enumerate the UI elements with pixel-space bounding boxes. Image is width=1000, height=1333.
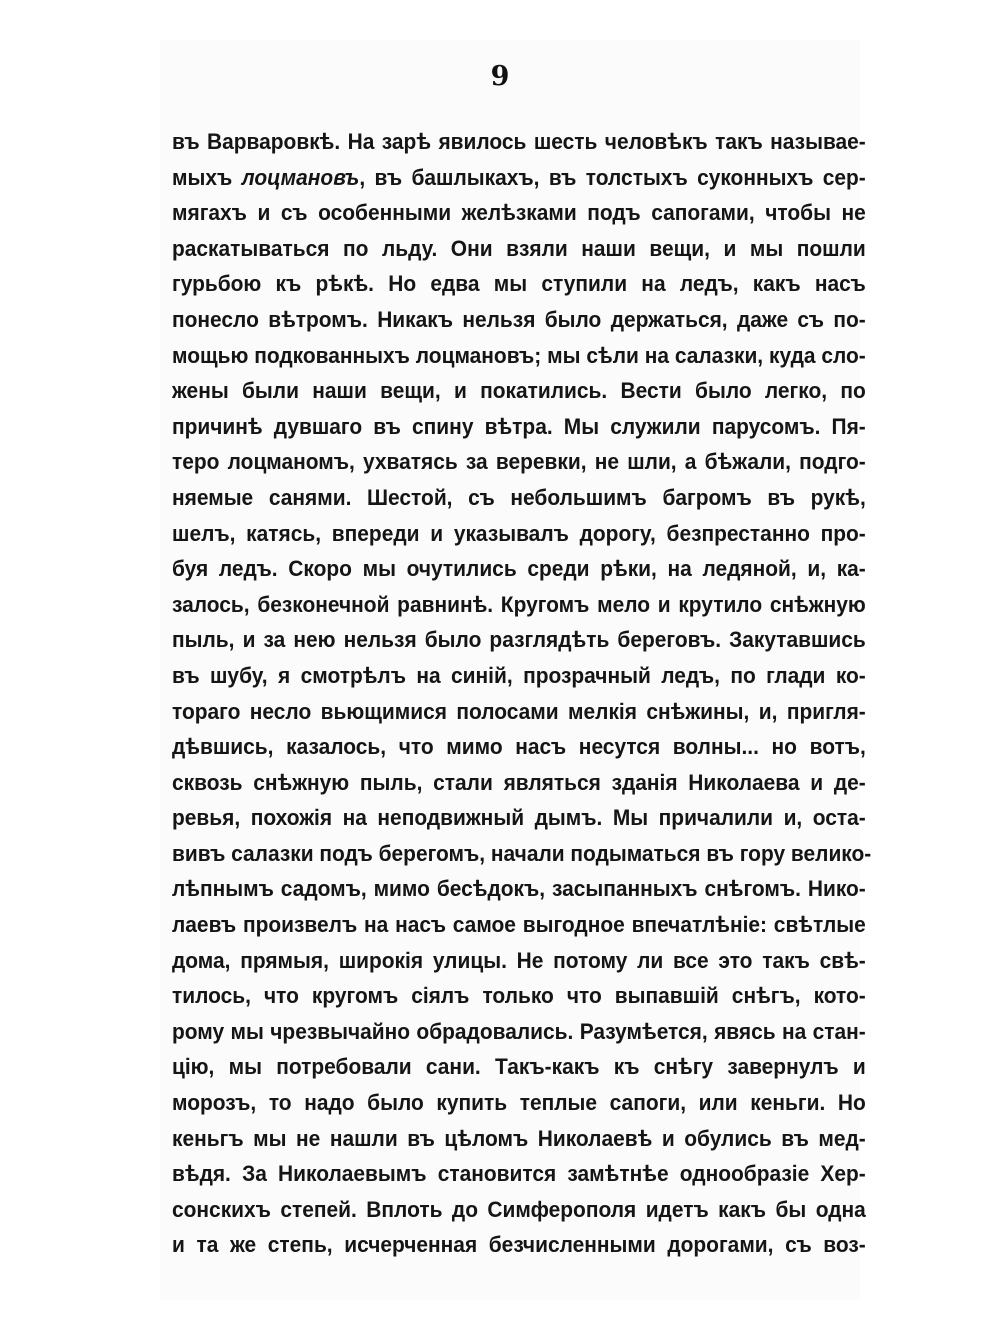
text-line: буя ледъ. Скоро мы очутились среди рѣки, на ледяной, и, ка- — [172, 556, 866, 582]
text-line: дѣвшись, казалось, что мимо насъ несутся волны... но вотъ, — [172, 734, 866, 760]
text-fragment: , въ башлыкахъ, въ толстыхъ суконныхъ сер- — [359, 164, 866, 190]
text-line: пыль, и за нею нельзя было разглядѣть береговъ. Закутавшись — [172, 627, 866, 653]
text-line: тилось, что кругомъ сіялъ только что выпавшій снѣгъ, кото- — [172, 983, 866, 1009]
text-line: дома, прямыя, широкія улицы. Не потому ли все это такъ свѣ- — [172, 947, 866, 973]
page-number: 9 — [490, 61, 510, 92]
text-line: въ Варваровкѣ. На зарѣ явилось шесть человѣкъ такъ называе- — [172, 129, 866, 154]
text-line: вивъ салазки подъ берегомъ, начали подыматься въ гору велико- — [172, 840, 872, 866]
text-line: тораго несло вьющимися полосами мелкія снѣжины, и, пригля- — [172, 698, 866, 724]
text-line: няемые санями. Шестой, съ небольшимъ багромъ въ рукѣ, — [172, 484, 866, 510]
text-line: ревья, похожія на неподвижный дымъ. Мы причалили и, оста- — [172, 805, 866, 831]
text-fragment: мыхъ — [172, 164, 242, 190]
text-line: рому мы чрезвычайно обрадовались. Разумѣется, явясь на стан- — [172, 1018, 866, 1044]
text-line: въ шубу, я смотрѣлъ на синій, прозрачный ледъ, по глади ко- — [172, 662, 866, 688]
text-line: раскатываться по льду. Они взяли наши вещи, и мы пошли — [172, 235, 866, 261]
text-line: морозъ, то надо было купить теплые сапоги, или кеньги. Но — [172, 1090, 866, 1116]
text-line: жены были наши вещи, и покатились. Вести было легко, по — [172, 378, 866, 404]
text-line: кеньгъ мы не нашли въ цѣломъ Николаевѣ и обулись въ мед- — [172, 1125, 866, 1151]
text-line: мягахъ и съ особенными желѣзками подъ сапогами, чтобы не — [172, 200, 866, 226]
text-line: сквозь снѣжную пыль, стали являться зданія Николаева и де- — [172, 769, 866, 795]
text-line: мощью подкованныхъ лоцмановъ; мы сѣли на салазки, куда сло- — [172, 342, 866, 368]
text-line: вѣдя. За Николаевымъ становится замѣтнѣе однообразіе Хер- — [172, 1161, 866, 1187]
text-line: лаевъ произвелъ на насъ самое выгодное впечатлѣніе: свѣтлые — [172, 912, 866, 938]
text-line: лѣпнымъ садомъ, мимо бесѣдокъ, засыпанныхъ снѣгомъ. Нико- — [172, 876, 866, 902]
text-line — [172, 160, 866, 196]
text-line: теро лоцманомъ, ухватясь за веревки, не шли, а бѣжали, подго- — [172, 449, 866, 475]
text-line: сонскихъ степей. Вплоть до Симферополя идетъ какъ бы одна — [172, 1196, 866, 1222]
text-line: шелъ, катясь, впереди и указывалъ дорогу, безпрестанно про- — [172, 520, 866, 546]
text-body — [172, 124, 872, 1263]
text-line: залось, безконечной равнинѣ. Кругомъ мело и крутило снѣжную — [172, 591, 866, 617]
text-line: причинѣ дувшаго въ спину вѣтра. Мы служили парусомъ. Пя- — [172, 413, 866, 439]
text-line: гурьбою къ рѣкѣ. Но едва мы ступили на ледъ, какъ насъ — [172, 271, 866, 297]
italic-term: лоцмановъ — [241, 164, 360, 190]
text-line: цію, мы потребовали сани. Такъ-какъ къ снѣгу завернулъ и — [172, 1054, 866, 1080]
text-line: и та же степь, исчерченная безчисленными дорогами, съ воз- — [172, 1232, 866, 1258]
text-line: понесло вѣтромъ. Никакъ нельзя было держаться, даже съ по- — [172, 306, 866, 332]
